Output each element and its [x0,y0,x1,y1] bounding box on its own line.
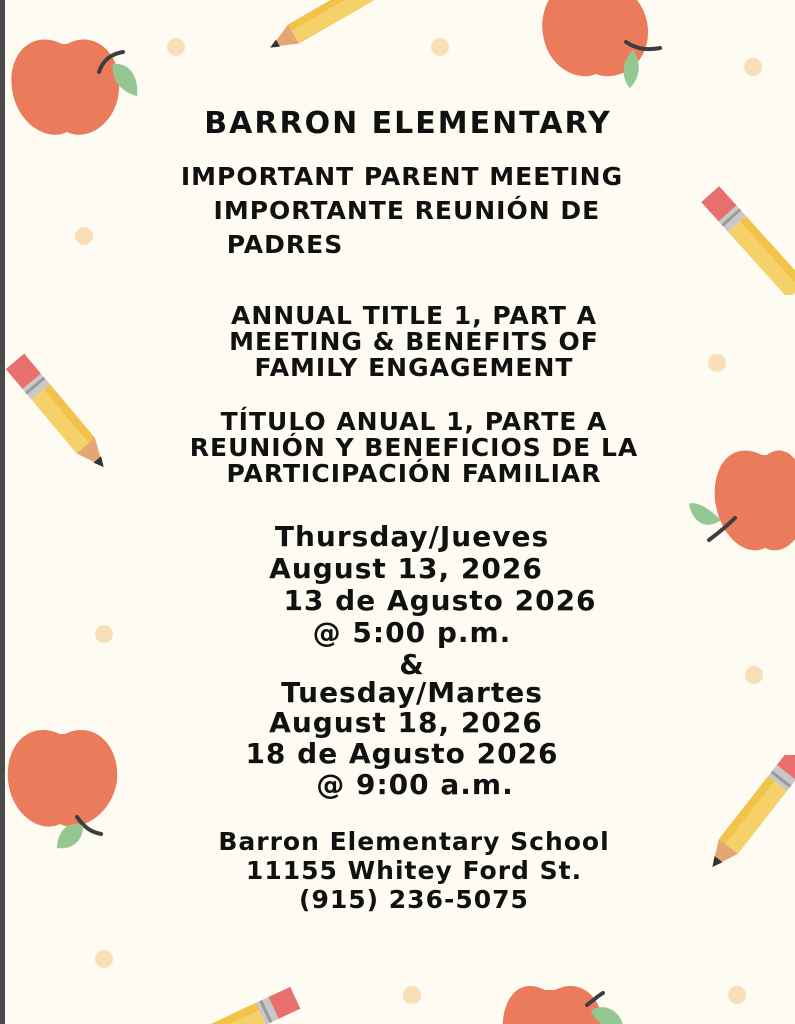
meeting-heading-line: IMPORTANT PARENT MEETING [180,162,624,191]
location-street: 11155 Whitey Ford St. [245,856,583,885]
english-topic-line: ANNUAL TITLE 1, PART A [230,301,598,330]
school-title: BARRON ELEMENTARY [204,106,612,141]
pencil-icon [210,982,310,1024]
spanish-topic-line: PARTICIPACIÓN FAMILIAR [226,459,602,488]
meeting-heading-line: IMPORTANTE REUNIÓN DE [203,196,601,225]
session2-time: @ 9:00 a.m. [316,768,514,801]
spanish-topic-line: REUNIÓN Y BENEFICIOS DE LA [189,433,639,462]
apple-icon [538,0,668,90]
decorative-dot [744,58,762,76]
decorative-dot [431,38,449,56]
english-topic-line: FAMILY ENGAGEMENT [254,353,574,382]
session1-time: @ 5:00 p.m. [312,616,512,649]
session1-date-en: August 13, 2026 [269,552,543,585]
location-phone: (915) 236-5075 [299,885,529,914]
session1-day: Thursday/Jueves [274,520,550,553]
decorative-dot [403,986,421,1004]
pencil-icon [260,0,380,50]
decorative-dot [728,986,746,1004]
session1-date-es: 13 de Agusto 2026 [283,584,597,617]
location-name: Barron Elementary School [218,827,610,856]
session-separator: & [399,648,425,681]
apple-icon [495,975,625,1024]
session2-date-en: August 18, 2026 [269,706,543,739]
pencil-icon [697,175,795,295]
meeting-heading-line: PADRES [226,230,344,259]
decorative-dot [95,950,113,968]
session2-day: Tuesday/Martes [281,676,543,709]
spanish-topic-line: TÍTULO ANUAL 1, PARTE A [220,407,608,436]
session2-date-es: 18 de Agusto 2026 [245,737,559,770]
decorative-dot [167,38,185,56]
english-topic-line: MEETING & BENEFITS OF [229,327,599,356]
flyer [5,0,795,1024]
